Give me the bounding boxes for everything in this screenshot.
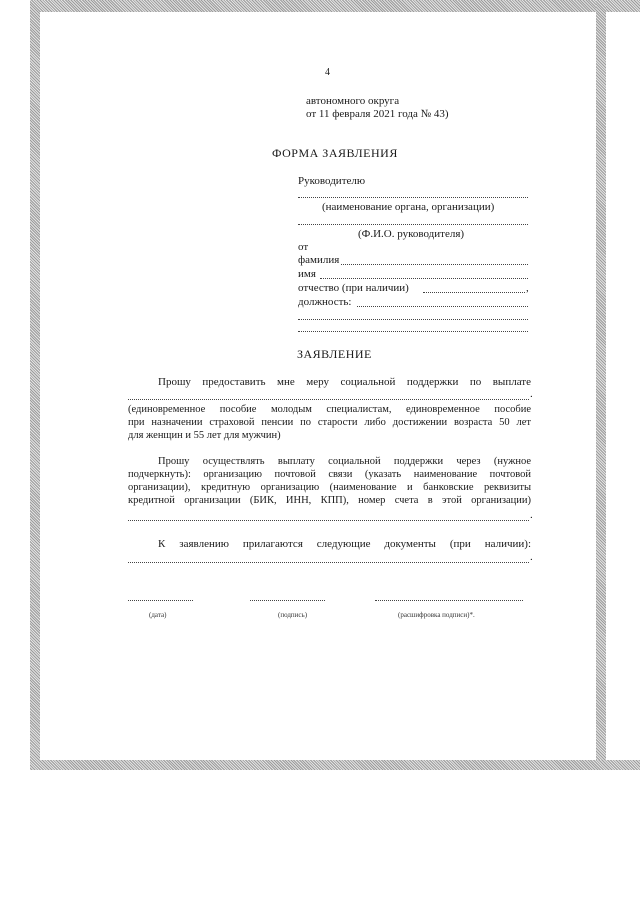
head-name-line[interactable]: [298, 224, 528, 225]
statement-title: ЗАЯВЛЕНИЕ: [297, 347, 372, 361]
name-label: имя: [298, 268, 316, 280]
page-frame-right: [596, 0, 606, 770]
attachments-field[interactable]: [128, 562, 529, 563]
attachments-line-1: К заявлению прилагаются следующие документы (при наличии):: [158, 538, 531, 550]
signature-caption: (подпись): [278, 611, 308, 619]
org-name-caption: (наименование органа, организации): [322, 201, 495, 213]
patronymic-field[interactable]: [423, 292, 525, 293]
header-line-2: от 11 февраля 2021 года № 43): [306, 108, 449, 120]
page-frame-bottom: [30, 760, 640, 770]
header-line-1: автономного округа: [306, 95, 400, 107]
signature-decode-field[interactable]: [375, 600, 523, 601]
signature-decode-caption: (расшифровка подписи)*.: [398, 611, 475, 619]
surname-field[interactable]: [341, 264, 528, 265]
date-caption: (дата): [149, 611, 167, 619]
surname-label: фамилия: [298, 254, 340, 266]
form-title: ФОРМА ЗАЯВЛЕНИЯ: [272, 146, 398, 160]
patronymic-label: отчество (при наличии): [298, 282, 409, 294]
payment-field[interactable]: [128, 520, 529, 521]
page-frame-left: [30, 0, 40, 770]
position-field-2[interactable]: [298, 319, 528, 320]
page-frame-top: [30, 0, 640, 12]
payment-paragraph: Прошу осуществлять выплату социальной поддержки через (нужное подчеркнуть): организацию почтовой связи (указать наименование почтовой организации), кредитную организацию (наименование и банковские реквизиты кредитной организации (БИК, ИНН, КПП), номер счета в этой организации): [128, 456, 531, 506]
head-name-caption: (Ф.И.О. руководителя): [358, 228, 465, 240]
page-number: 4: [325, 67, 330, 78]
position-field-3[interactable]: [298, 331, 528, 332]
position-label: должность:: [298, 296, 352, 308]
position-field[interactable]: [357, 306, 528, 307]
signature-field[interactable]: [250, 600, 325, 601]
addressee-to: Руководителю: [298, 175, 366, 187]
request-field[interactable]: [128, 399, 529, 400]
date-field[interactable]: [128, 600, 193, 601]
name-field[interactable]: [320, 278, 528, 279]
org-name-line[interactable]: [298, 197, 528, 198]
request-caption: (единовременное пособие молодым специалистам, единовременное пособие при назначении страховой пенсии по старости либо достижении возраста 50 лет для женщин и 55 лет для мужчин): [128, 404, 531, 441]
from-label: от: [298, 241, 309, 253]
request-line-1: Прошу предоставить мне меру социальной поддержки по выплате: [158, 376, 531, 388]
